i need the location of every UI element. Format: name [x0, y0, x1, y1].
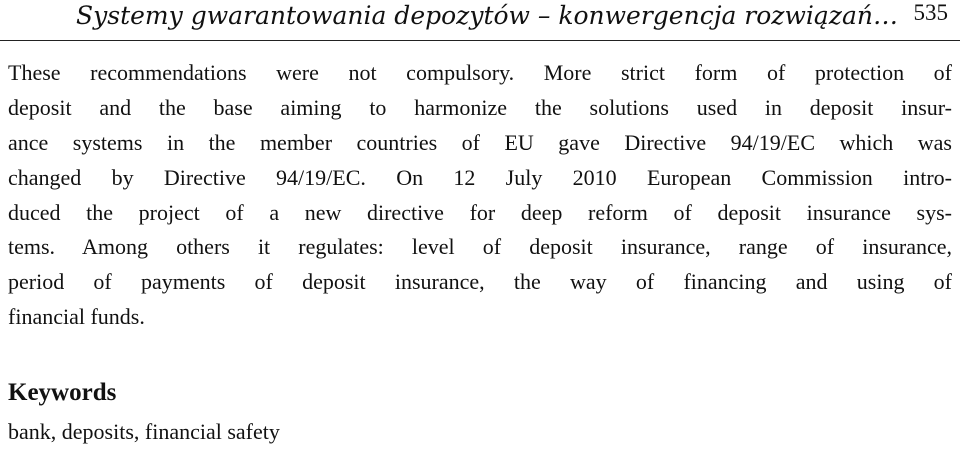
running-title: Systemy gwarantowania depozytów – konwergencja rozwiązań…	[76, 1, 898, 30]
text-line: period of payments of deposit insurance, the way of financing and using of	[8, 269, 952, 295]
text-line: tems. Among others it regulates: level of deposit insurance, range of insurance,	[8, 234, 952, 260]
text-line: These recommendations were not compulsory. More strict form of protection of	[8, 60, 952, 85]
text-line: duced the project of a new directive for deep reform of deposit insurance sys-	[8, 199, 952, 225]
page-header	[0, 0, 960, 41]
text-line: financial funds.	[8, 304, 145, 330]
text-line: changed by Directive 94/19/EC. On 12 July 2010 European Commission intro-	[8, 164, 952, 190]
abstract-paragraph	[8, 56, 952, 335]
page-number: 535	[913, 0, 948, 25]
text-line: deposit and the base aiming to harmonize the solutions used in deposit insur-	[8, 94, 952, 120]
keywords-list: bank, deposits, financial safety	[8, 419, 280, 444]
keywords-heading: Keywords	[8, 379, 117, 406]
text-line: ance systems in the member countries of EU gave Directive 94/19/EC which was	[8, 129, 952, 155]
